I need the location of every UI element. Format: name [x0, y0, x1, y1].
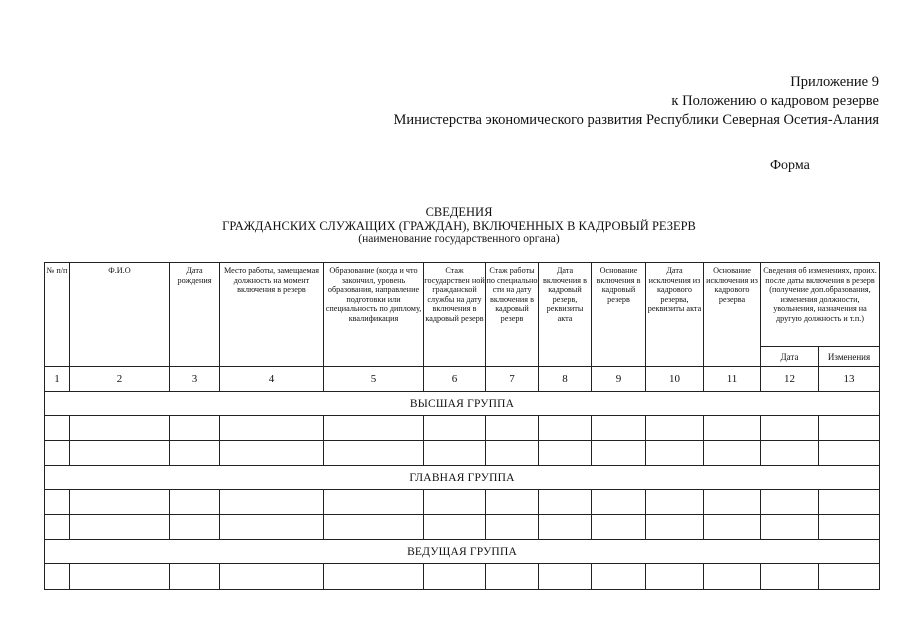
- table-cell[interactable]: [486, 490, 539, 515]
- table-cell[interactable]: [70, 441, 170, 466]
- table-cell[interactable]: [704, 515, 761, 540]
- col-number: 7: [486, 367, 539, 392]
- table-cell[interactable]: [646, 515, 704, 540]
- table-cell[interactable]: [70, 490, 170, 515]
- column-number-row: [45, 367, 880, 392]
- appendix-line-2: к Положению о кадровом резерве: [671, 93, 879, 109]
- table-cell[interactable]: [45, 564, 70, 590]
- table-cell[interactable]: [704, 441, 761, 466]
- table-cell[interactable]: [45, 515, 70, 540]
- col-number: 6: [424, 367, 486, 392]
- table-cell[interactable]: [486, 416, 539, 441]
- header-civil-service-experience: Стаж государствен ной гражданской службы на дату включения в кадровый резерв: [424, 263, 486, 367]
- header-changes-text: Изменения: [819, 347, 880, 367]
- table-cell[interactable]: [646, 416, 704, 441]
- table-cell[interactable]: [324, 490, 424, 515]
- table-cell[interactable]: [70, 564, 170, 590]
- table-cell[interactable]: [220, 564, 324, 590]
- col-number: 4: [220, 367, 324, 392]
- header-changes: Сведения об изменениях, проиx. после даты включения в резерв (получение доп.образования, изменения должности, увольнения, назначения на другую должность и т.п.): [761, 263, 880, 347]
- col-number: 2: [70, 367, 170, 392]
- appendix-block: [393, 73, 879, 130]
- appendix-line-1: Приложение 9: [790, 74, 879, 90]
- table-row: [45, 490, 880, 515]
- table-cell[interactable]: [170, 416, 220, 441]
- table-cell[interactable]: [646, 490, 704, 515]
- table-row: [45, 564, 880, 590]
- header-workplace: Место работы, замещаемая должность на момент включения в резерв: [220, 263, 324, 367]
- table-cell[interactable]: [761, 515, 819, 540]
- table-cell[interactable]: [424, 441, 486, 466]
- table-cell[interactable]: [170, 515, 220, 540]
- table-cell[interactable]: [539, 490, 592, 515]
- header-fio: Ф.И.О: [70, 263, 170, 367]
- table-cell[interactable]: [45, 441, 70, 466]
- table-cell[interactable]: [45, 490, 70, 515]
- header-changes-date: Дата: [761, 347, 819, 367]
- table-row: [45, 515, 880, 540]
- table-cell[interactable]: [819, 490, 880, 515]
- header-row: [45, 263, 880, 347]
- table-cell[interactable]: [170, 441, 220, 466]
- table-cell[interactable]: [704, 490, 761, 515]
- table-cell[interactable]: [45, 416, 70, 441]
- table-row: [45, 416, 880, 441]
- table-cell[interactable]: [761, 564, 819, 590]
- group-row-highest: [45, 392, 880, 416]
- group-row-leading: [45, 540, 880, 564]
- col-number: 1: [45, 367, 70, 392]
- table-cell[interactable]: [424, 490, 486, 515]
- table-cell[interactable]: [486, 564, 539, 590]
- table-cell[interactable]: [486, 441, 539, 466]
- col-number: 3: [170, 367, 220, 392]
- reserve-table: [44, 262, 880, 590]
- group-label: ГЛАВНАЯ ГРУППА: [45, 466, 880, 490]
- table-cell[interactable]: [324, 416, 424, 441]
- table-cell[interactable]: [324, 564, 424, 590]
- header-exclusion-basis: Основание исключения из кадрового резерва: [704, 263, 761, 367]
- title-line-3: (наименование государственного органа): [358, 233, 560, 245]
- group-label: ВЫСШАЯ ГРУППА: [45, 392, 880, 416]
- table-cell[interactable]: [539, 515, 592, 540]
- table-cell[interactable]: [220, 515, 324, 540]
- table-cell[interactable]: [220, 416, 324, 441]
- header-birth-date: Дата рождения: [170, 263, 220, 367]
- table-cell[interactable]: [486, 515, 539, 540]
- form-label: Форма: [770, 158, 810, 173]
- table-cell[interactable]: [424, 564, 486, 590]
- col-number: 8: [539, 367, 592, 392]
- table-cell[interactable]: [220, 490, 324, 515]
- col-number: 12: [761, 367, 819, 392]
- group-row-main: [45, 466, 880, 490]
- table-cell[interactable]: [324, 515, 424, 540]
- table-cell[interactable]: [539, 564, 592, 590]
- table-cell[interactable]: [592, 441, 646, 466]
- table-cell[interactable]: [592, 515, 646, 540]
- header-education: Образование (когда и что закончил, уровень образования, направление подготовки или специальность по диплому, квалификация: [324, 263, 424, 367]
- table-cell[interactable]: [819, 441, 880, 466]
- col-number: 13: [819, 367, 880, 392]
- table-cell[interactable]: [761, 490, 819, 515]
- header-inclusion-basis: Основание включения в кадровый резерв: [592, 263, 646, 367]
- appendix-line-3: Министерства экономического развития Республики Северная Осетия-Алания: [393, 112, 879, 128]
- table-row: [45, 441, 880, 466]
- table-cell[interactable]: [646, 441, 704, 466]
- table-cell[interactable]: [170, 490, 220, 515]
- table-cell[interactable]: [761, 416, 819, 441]
- table-cell[interactable]: [592, 564, 646, 590]
- col-number: 5: [324, 367, 424, 392]
- table-cell[interactable]: [704, 416, 761, 441]
- col-number: 10: [646, 367, 704, 392]
- table-cell[interactable]: [539, 416, 592, 441]
- table-cell[interactable]: [592, 490, 646, 515]
- table-cell[interactable]: [646, 564, 704, 590]
- table-cell[interactable]: [70, 416, 170, 441]
- document-title: [0, 206, 905, 247]
- table-cell[interactable]: [761, 441, 819, 466]
- table-cell[interactable]: [324, 441, 424, 466]
- col-number: 9: [592, 367, 646, 392]
- col-number: 11: [704, 367, 761, 392]
- header-specialty-experience: Стаж работы по специально сти на дату включения в кадровый резерв: [486, 263, 539, 367]
- title-line-2: ГРАЖДАНСКИХ СЛУЖАЩИХ (ГРАЖДАН), ВКЛЮЧЕННЫХ В КАДРОВЫЙ РЕЗЕРВ: [222, 218, 696, 233]
- table-cell[interactable]: [704, 564, 761, 590]
- table-cell[interactable]: [819, 564, 880, 590]
- table-cell[interactable]: [592, 416, 646, 441]
- group-label: ВЕДУЩАЯ ГРУППА: [45, 540, 880, 564]
- table-cell[interactable]: [170, 564, 220, 590]
- header-num: № п/п: [45, 263, 70, 367]
- header-exclusion-date: Дата исключения из кадрового резерва, реквизиты акта: [646, 263, 704, 367]
- title-line-1: СВЕДЕНИЯ: [425, 205, 493, 219]
- table-cell[interactable]: [539, 441, 592, 466]
- table-cell[interactable]: [424, 515, 486, 540]
- table-cell[interactable]: [424, 416, 486, 441]
- header-inclusion-date: Дата включения в кадровый резерв, реквизиты акта: [539, 263, 592, 367]
- table-cell[interactable]: [819, 515, 880, 540]
- table-cell[interactable]: [819, 416, 880, 441]
- table-cell[interactable]: [220, 441, 324, 466]
- table-cell[interactable]: [70, 515, 170, 540]
